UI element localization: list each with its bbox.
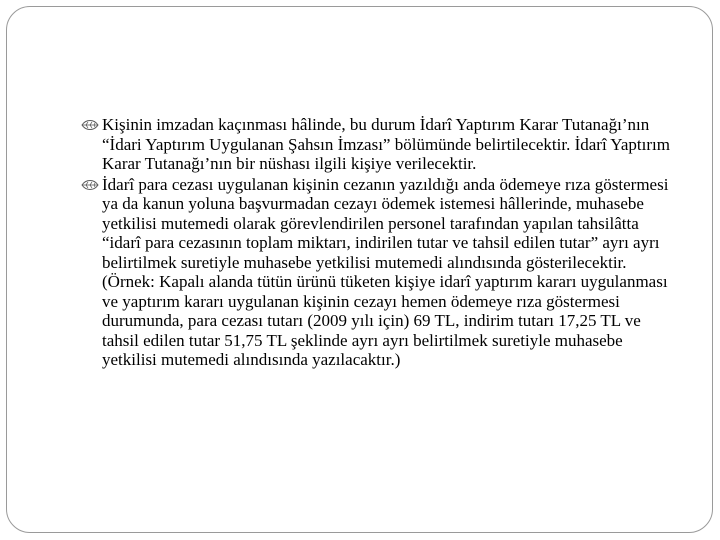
bullet-item [81,175,681,370]
bullet-item [81,115,681,174]
leaf-bullet-icon [81,178,99,192]
bullet-text: Kişinin imzadan kaçınması hâlinde, bu durum İdarî Yaptırım Karar Tutanağı’nın “İdari Yaptırım Uygulanan Şahsın İmzası” bölümünde belirtilecektir. İdarî Yaptırım Karar Tutanağı’nın bir nüshası ilgili kişiye verilecektir. [102,115,670,173]
slide-content [81,115,681,371]
bullet-text: İdarî para cezası uygulanan kişinin cezanın yazıldığı anda ödemeye rıza göstermesi ya da kanun yoluna başvurmadan cezayı ödemek istemesi hâllerinde, muhasebe yetkilisi mutemedi olarak görevlendirilen personel tarafından yapılan tahsilâtta “idarî para cezasının toplam miktarı, indirilen tutar ve tahsil edilen tutar” ayrı ayrı belirtilmek suretiyle muhasebe yetkilisi mutemedi alındısında gösterilecektir. (Örnek: Kapalı alanda tütün ürünü tüketen kişiye idarî yaptırım kararı uygulanması ve yaptırım kararı uygulanan kişinin cezayı hemen ödemeye rıza göstermesi durumunda, para cezası tutarı (2009 yılı için) 69 TL, indirim tutarı 17,25 TL ve tahsil edilen tutar 51,75 TL şeklinde ayrı ayrı belirtilmek suretiyle muhasebe yetkilisi mutemedi alındısında yazılacaktır.) [102,174,669,369]
leaf-bullet-icon [81,118,99,132]
